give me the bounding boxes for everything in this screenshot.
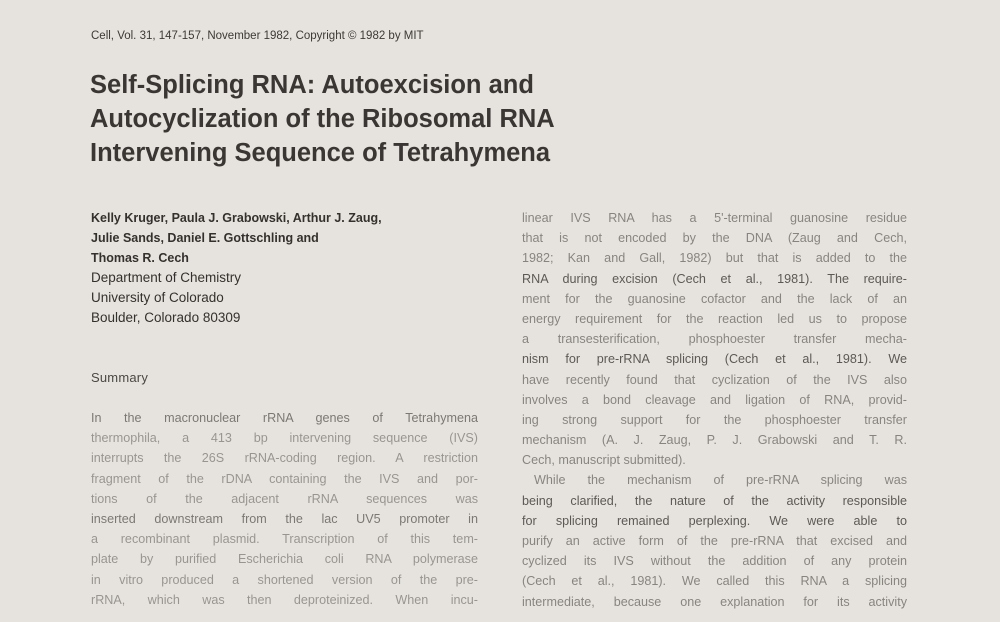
text-line: 1982; Kan and Gall, 1982) but that is added to the <box>522 251 907 266</box>
text-line: fragment of the rDNA containing the IVS and por- <box>91 471 478 486</box>
text-line: In the macronuclear rRNA genes of Tetrahymena <box>91 411 478 425</box>
title-line: Intervening Sequence of Tetrahymena <box>90 139 551 167</box>
affiliation-line: University of Colorado <box>91 290 224 305</box>
affiliation-line: Department of Chemistry <box>91 270 242 285</box>
text-line: nism for pre-rRNA splicing (Cech et al., 1981). We <box>522 352 907 367</box>
text-line: energy requirement for the reaction led us to propose <box>522 311 907 326</box>
summary-heading: Summary <box>91 370 149 385</box>
text-line: plate by purified Escherichia coli RNA polymerase <box>91 552 478 567</box>
text-line: ment for the guanosine cofactor and the lack of an <box>522 291 907 306</box>
author-list <box>91 208 382 268</box>
text-line: rRNA, which was then deproteinized. When incu- <box>91 592 478 607</box>
text-line: being clarified, the nature of the activity responsible <box>522 493 907 508</box>
running-head: Cell, Vol. 31, 147-157, November 1982, Copyright © 1982 by MIT <box>91 30 424 42</box>
text-line: purify an active form of the pre-rRNA that excised and <box>522 534 907 548</box>
text-line: inserted downstream from the lac UV5 promoter in <box>91 511 478 526</box>
text-line: a transesterification, phosphoester transfer mecha- <box>522 332 907 347</box>
author-line: Thomas R. Cech <box>91 251 189 265</box>
affiliation-line: Boulder, Colorado 80309 <box>91 310 241 325</box>
text-line: mechanism (A. J. Zaug, P. J. Grabowski and T. R. <box>522 433 907 448</box>
author-line: Julie Sands, Daniel E. Gottschling and <box>91 231 319 245</box>
body-column-right <box>522 208 907 612</box>
text-line: (Cech et al., 1981). We called this RNA a splicing <box>522 574 907 589</box>
text-line: a recombinant plasmid. Transcription of this tem- <box>91 532 478 547</box>
text-line: interrupts the 26S rRNA-coding region. A restriction <box>91 451 478 466</box>
text-line: Cech, manuscript submitted). <box>522 453 686 468</box>
author-line: Kelly Kruger, Paula J. Grabowski, Arthur J. Zaug, <box>91 211 382 225</box>
text-line: linear IVS RNA has a 5'-terminal guanosine residue <box>522 211 907 225</box>
text-line: While the mechanism of pre-rRNA splicing was <box>534 473 907 488</box>
affiliation <box>91 268 241 328</box>
text-line: RNA during excision (Cech et al., 1981). The require- <box>522 271 907 286</box>
text-line: thermophila, a 413 bp intervening sequence (IVS) <box>91 431 478 446</box>
text-line: for splicing remained perplexing. We were able to <box>522 513 907 528</box>
text-line: that is not encoded by the DNA (Zaug and Cech, <box>522 231 907 246</box>
title-line: Autocyclization of the Ribosomal RNA <box>90 105 555 133</box>
summary-column <box>91 408 478 610</box>
text-line: intermediate, because one explanation for its activity <box>522 594 907 609</box>
text-line: in vitro produced a shortened version of the pre- <box>91 572 478 587</box>
article-title <box>90 68 555 170</box>
text-line: ing strong support for the phosphoester transfer <box>522 412 907 427</box>
text-line: involves a bond cleavage and ligation of RNA, provid- <box>522 392 907 407</box>
text-line: cyclized its IVS without the addition of any protein <box>522 554 907 569</box>
text-line: have recently found that cyclization of the IVS also <box>522 372 907 387</box>
text-line: tions of the adjacent rRNA sequences was <box>91 491 478 506</box>
title-line: Self-Splicing RNA: Autoexcision and <box>90 71 534 99</box>
